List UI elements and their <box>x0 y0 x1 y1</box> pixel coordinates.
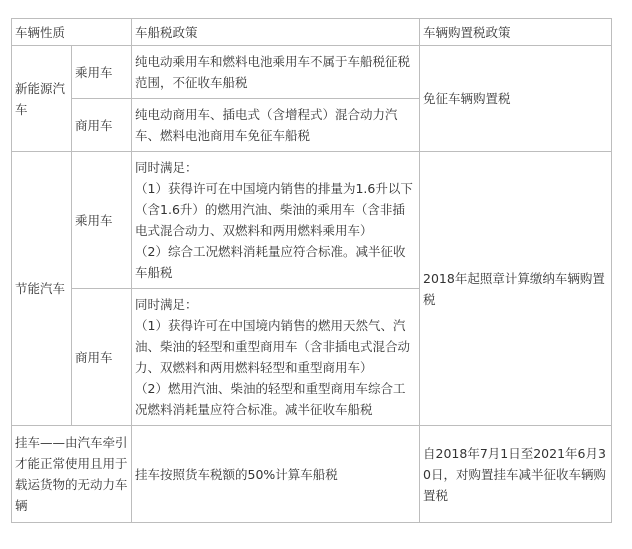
vessel-tax-cell <box>132 289 420 426</box>
subcategory-commercial: 商用车 <box>72 289 132 426</box>
subcategory-commercial: 商用车 <box>72 99 132 152</box>
header-purchase-tax: 车辆购置税政策 <box>420 19 612 46</box>
purchase-tax-cell: 免征车辆购置税 <box>420 46 612 152</box>
condition-line: 同时满足： <box>135 297 198 312</box>
category-new-energy: 新能源汽车 <box>12 46 72 152</box>
header-vessel-tax: 车船税政策 <box>132 19 420 46</box>
vehicle-tax-policy-table <box>11 18 612 523</box>
table-row <box>12 46 612 99</box>
subcategory-passenger: 乘用车 <box>72 46 132 99</box>
table-row <box>12 426 612 523</box>
vessel-tax-cell <box>132 152 420 289</box>
table-header-row <box>12 19 612 46</box>
purchase-tax-cell: 自2018年7月1日至2021年6月30日，对购置挂车减半征收车辆购置税 <box>420 426 612 523</box>
condition-line: （1）获得许可在中国境内销售的排量为1.6升以下（含1.6升）的燃用汽油、柴油的乘用车（含非插电式混合动力、双燃料和两用燃料乘用车） <box>135 181 413 238</box>
vessel-tax-cell: 纯电动乘用车和燃料电池乘用车不属于车船税征税范围，不征收车船税 <box>132 46 420 99</box>
vessel-tax-cell: 纯电动商用车、插电式（含增程式）混合动力汽车、燃料电池商用车免征车船税 <box>132 99 420 152</box>
category-energy-saving: 节能汽车 <box>12 152 72 426</box>
header-vehicle-type: 车辆性质 <box>12 19 132 46</box>
purchase-tax-cell: 2018年起照章计算缴纳车辆购置税 <box>420 152 612 426</box>
condition-line: （1）获得许可在中国境内销售的燃用天然气、汽油、柴油的轻型和重型商用车（含非插电式混合动力、双燃料和两用燃料轻型和重型商用车） <box>135 318 411 375</box>
vessel-tax-cell: 挂车按照货车税额的50%计算车船税 <box>132 426 420 523</box>
subcategory-passenger: 乘用车 <box>72 152 132 289</box>
condition-line: （2）综合工况燃料消耗量应符合标准。减半征收车船税 <box>135 244 406 280</box>
table-row <box>12 152 612 289</box>
condition-line: 同时满足： <box>135 160 198 175</box>
condition-line: （2）燃用汽油、柴油的轻型和重型商用车综合工况燃料消耗量应符合标准。减半征收车船税 <box>135 381 406 417</box>
category-trailer: 挂车——由汽车牵引才能正常使用且用于载运货物的无动力车辆 <box>12 426 132 523</box>
